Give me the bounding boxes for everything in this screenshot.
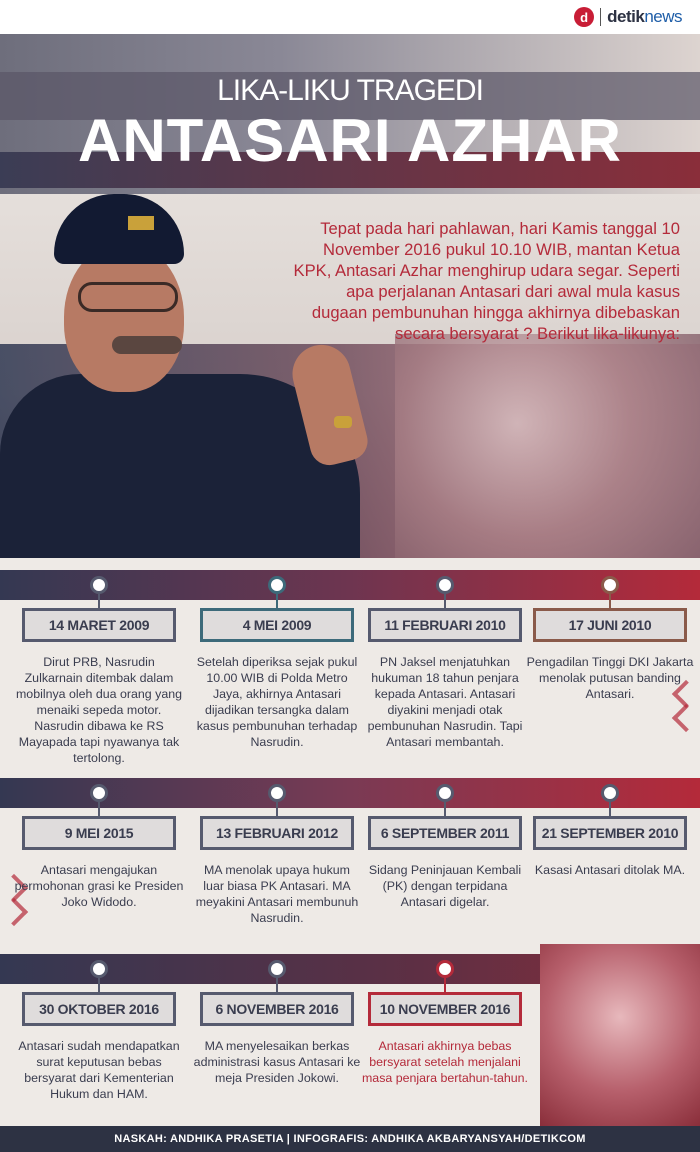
- event-description: Antasari sudah mendapatkan surat keputusan bebas bersyarat dari Kementerian Hukum dan HAM.: [18, 1039, 180, 1101]
- timeline-stem: [609, 802, 611, 816]
- event-date: 4 MEI 2009: [200, 608, 354, 642]
- event-date: 10 NOVEMBER 2016: [368, 992, 522, 1026]
- timeline-dot: [436, 784, 454, 802]
- event-description: MA menolak upaya hukum luar biasa PK Antasari. MA meyakini Antasari membunuh Nasrudin.: [195, 863, 359, 925]
- timeline-stem: [276, 978, 278, 992]
- crowd-photo: [395, 334, 700, 558]
- event-description: PN Jaksel menjatuhkan hukuman 18 tahun penjara kepada Antasari. Antasari diyakini menjadi otak pembunuhan Nasrudin. Tapi Antasari membantah.: [367, 655, 523, 749]
- timeline-dot: [601, 784, 619, 802]
- logo-icon: d: [574, 7, 594, 27]
- event-date: 11 FEBRUARI 2010: [368, 608, 522, 642]
- detiknews-logo: [574, 7, 682, 27]
- event-date: 21 SEPTEMBER 2010: [533, 816, 687, 850]
- timeline-dot: [268, 576, 286, 594]
- header: [0, 34, 700, 194]
- timeline-stem: [444, 978, 446, 992]
- ring: [334, 416, 352, 428]
- timeline-dot: [90, 784, 108, 802]
- release-photo: [540, 944, 700, 1126]
- timeline-dot: [601, 576, 619, 594]
- credits-footer: NASKAH: ANDHIKA PRASETIA | INFOGRAFIS: ANDHIKA AKBARYANSYAH/DETIKCOM: [0, 1126, 700, 1152]
- timeline-stem: [98, 802, 100, 816]
- event-description: Sidang Peninjauan Kembali (PK) dengan terpidana Antasari digelar.: [368, 863, 522, 909]
- event-description: Antasari akhirnya bebas bersyarat setelah menjalani masa penjara bertahun-tahun.: [361, 1039, 528, 1085]
- timeline-dot: [268, 784, 286, 802]
- timeline-stem: [98, 978, 100, 992]
- event-date: 30 OKTOBER 2016: [22, 992, 176, 1026]
- timeline-dot: [268, 960, 286, 978]
- portrait-glasses: [78, 282, 178, 312]
- hat-badge: [128, 216, 154, 230]
- event-description: Setelah diperiksa sejak pukul 10.00 WIB di Polda Metro Jaya, akhirnya Antasari dijadikan tersangka dalam kasus pembunuhan terhadap Nasrudin.: [196, 655, 358, 749]
- timeline: [0, 558, 700, 1126]
- logo-word-news: news: [644, 7, 682, 26]
- event-description: Dirut PRB, Nasrudin Zulkarnain ditembak dalam mobilnya oleh dua orang yang menaiki sepeda motor. Nasrudin dibawa ke RS Mayapada tapi nyawanya tak tertolong.: [15, 655, 182, 765]
- timeline-stem: [609, 594, 611, 608]
- event-date: 13 FEBRUARI 2012: [200, 816, 354, 850]
- event-date: 6 SEPTEMBER 2011: [368, 816, 522, 850]
- timeline-stem: [444, 594, 446, 608]
- event-description: Pengadilan Tinggi DKI Jakarta menolak putusan banding Antasari.: [526, 655, 694, 701]
- header-title: ANTASARI AZHAR: [78, 107, 622, 174]
- event-description: Antasari mengajukan permohonan grasi ke Presiden Joko Widodo.: [14, 863, 184, 909]
- event-date: 14 MARET 2009: [22, 608, 176, 642]
- chevron-icon: [672, 704, 700, 732]
- timeline-stem: [276, 594, 278, 608]
- logo-wordmark: [607, 7, 682, 27]
- timeline-stem: [444, 802, 446, 816]
- portrait-hat: [54, 194, 184, 264]
- intro-paragraph: Tepat pada hari pahlawan, hari Kamis tanggal 10 November 2016 pukul 10.10 WIB, mantan Ketua KPK, Antasari Azhar menghirup udara segar. Seperti apa perjalanan Antasari dari awal mula kasus dugaan pembunuhan hingga akhirnya dibebaskan secara bersyarat ? Berikut lika-likunya:: [293, 219, 680, 343]
- logo-word-detik: detik: [607, 7, 645, 26]
- event-description: MA menyelesaikan berkas administrasi kasus Antasari ke meja Presiden Jokowi.: [193, 1039, 361, 1085]
- logo-divider: [600, 8, 601, 26]
- timeline-dot: [90, 576, 108, 594]
- header-subtitle: LIKA-LIKU TRAGEDI: [217, 74, 483, 107]
- timeline-dot: [90, 960, 108, 978]
- timeline-dot: [436, 960, 454, 978]
- event-date: 9 MEI 2015: [22, 816, 176, 850]
- event-description: Kasasi Antasari ditolak MA.: [534, 863, 686, 877]
- portrait-mustache: [112, 336, 182, 354]
- timeline-stem: [276, 802, 278, 816]
- timeline-stem: [98, 594, 100, 608]
- brand-bar: [0, 0, 700, 34]
- event-date: 6 NOVEMBER 2016: [200, 992, 354, 1026]
- timeline-dot: [436, 576, 454, 594]
- event-date: 17 JUNI 2010: [533, 608, 687, 642]
- portrait-face: [64, 242, 184, 392]
